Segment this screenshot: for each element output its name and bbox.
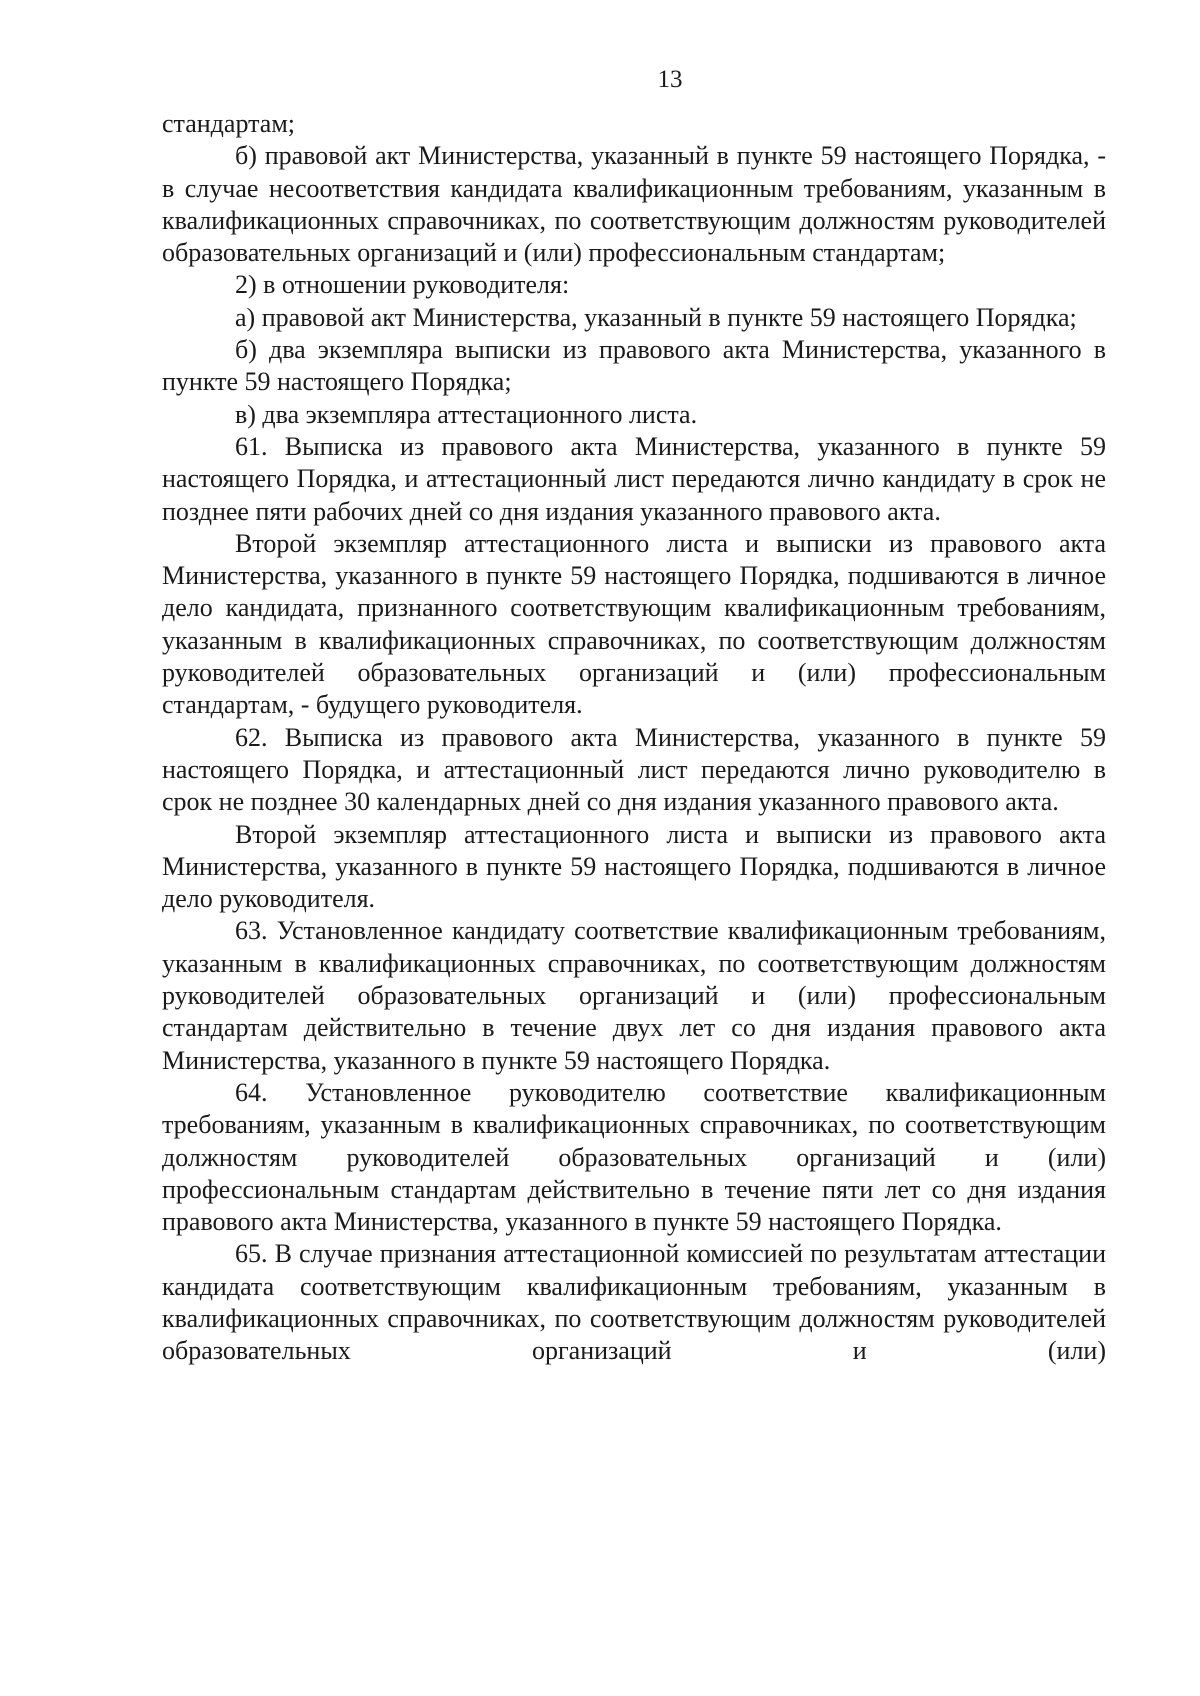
- paragraph-item-b-candidate: б) правовой акт Министерства, указанный в пункте 59 настоящего Порядка, - в случае несоответствия кандидата квалификационным требованиям, указанным в квалификационных справочниках, по соответствующим должностям руководителей образовательных организаций и (или) профессиональным стандартам;: [162, 141, 1106, 268]
- paragraph-64: 64. Установленное руководителю соответствие квалификационным требованиям, указанным в квалификационных справочниках, по соответствующим должностям руководителей образовательных организаций и (или) профессиональным стандартам действительно в течение пяти лет со дня издания правового акта Министерства, указанного в пункте 59 настоящего Порядка.: [162, 1077, 1106, 1237]
- page-number: 13: [657, 66, 683, 93]
- paragraph-continuation: стандартам;: [162, 109, 295, 138]
- paragraph-item-a-manager: а) правовой акт Министерства, указанный в пункте 59 настоящего Порядка;: [235, 302, 1077, 332]
- paragraph-62-second: Второй экземпляр аттестационного листа и выписки из правового акта Министерства, указанного в пункте 59 настоящего Порядка, подшиваются в личное дело руководителя.: [162, 819, 1106, 914]
- paragraph-61: 61. Выписка из правового акта Министерства, указанного в пункте 59 настоящего Порядка, и аттестационный лист передаются лично кандидату в срок не позднее пяти рабочих дней со дня издания указанного правового акта.: [162, 431, 1106, 526]
- paragraph-item-v-manager: в) два экземпляра аттестационного листа.: [235, 399, 698, 429]
- paragraph-item-2-manager: 2) в отношении руководителя:: [235, 270, 570, 300]
- document-body: [162, 108, 1106, 1368]
- paragraph-63: 63. Установленное кандидату соответствие квалификационным требованиям, указанным в квалификационных справочниках, по соответствующим должностям руководителей образовательных организаций и (или) профессиональным стандартам действительно в течение двух лет со дня издания правового акта Министерства, указанного в пункте 59 настоящего Порядка.: [162, 916, 1106, 1075]
- paragraph-65: 65. В случае признания аттестационной комиссией по результатам аттестации кандидата соответствующим квалификационным требованиям, указанным в квалификационных справочниках, по соответствующим должностям руководителей образовательных организаций и (или): [162, 1239, 1106, 1366]
- paragraph-61-second: Второй экземпляр аттестационного листа и выписки из правового акта Министерства, указанного в пункте 59 настоящего Порядка, подшиваются в личное дело кандидата, признанного соответствующим квалификационным требованиям, указанным в квалификационных справочниках, по соответствующим должностям руководителей образовательных организаций и (или) профессиональным стандартам, - будущего руководителя.: [162, 528, 1106, 720]
- paragraph-62: 62. Выписка из правового акта Министерства, указанного в пункте 59 настоящего Порядка, и аттестационный лист передаются лично руководителю в срок не позднее 30 календарных дней со дня издания указанного правового акта.: [162, 722, 1106, 817]
- paragraph-item-b-manager: б) два экземпляра выписки из правового акта Министерства, указанного в пункте 59 настоящего Порядка;: [162, 335, 1106, 397]
